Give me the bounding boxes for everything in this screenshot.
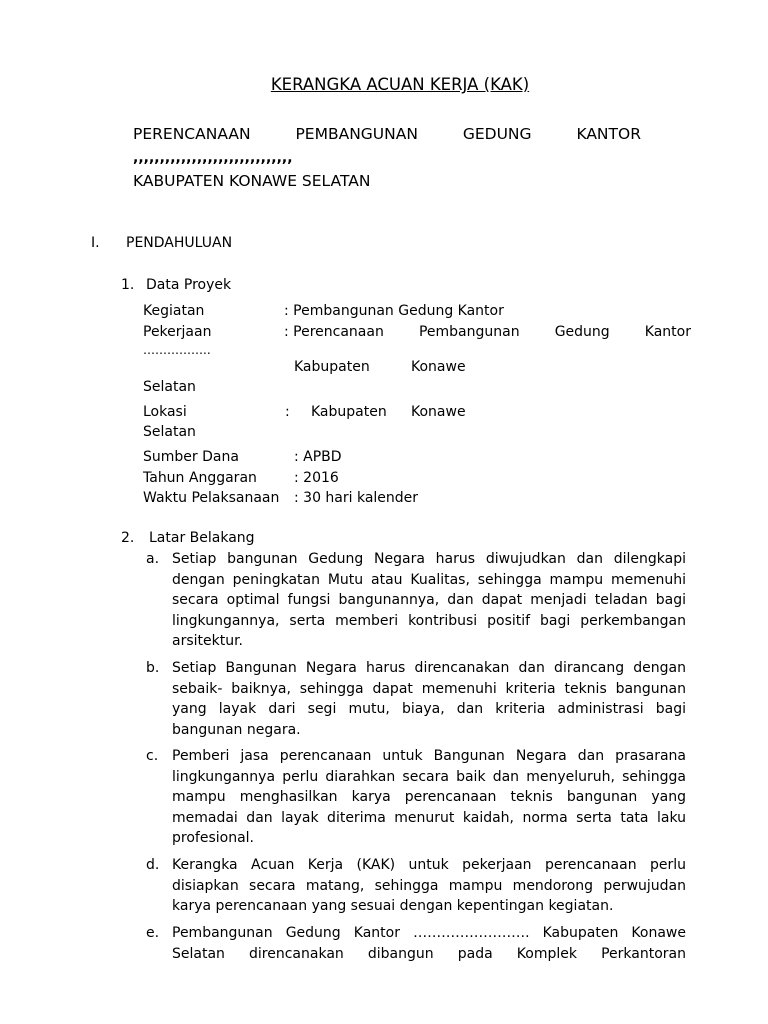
item-heading: Data Proyek bbox=[146, 277, 232, 293]
waktu-pelaksanaan-value: : 30 hari kalender bbox=[294, 490, 419, 506]
pekerjaan-value bbox=[284, 322, 691, 342]
point-letter: c. bbox=[146, 748, 159, 764]
point-text: Setiap bangunan Gedung Negara harus diwujudkan dan dilengkapi dengan peningkatan Mutu atau Kualitas, sehingga mampu memenuhi secara optimal fungsi bangunannya, dan dapat menjadi teladan bagi lingkungannya, serta memberi kontribusi positif bagi perkembangan arsitektur. bbox=[172, 551, 686, 650]
subtitle-word: PEMBANGUNAN bbox=[295, 125, 418, 143]
section-number: I. bbox=[91, 235, 100, 251]
point-letter: b. bbox=[146, 660, 160, 676]
pekerjaan-selatan: Selatan bbox=[143, 379, 196, 395]
item-number: 2. bbox=[121, 530, 135, 546]
subtitle-word: PERENCANAAN bbox=[133, 125, 251, 143]
subtitle-dots: ,,,,,,,,,,,,,,,,,,,,,,,,,,,,,, bbox=[133, 150, 293, 166]
lokasi-label: Lokasi bbox=[143, 404, 187, 420]
point-text-line: Pembangunan Gedung Kantor ……………………. Kabupaten Konawe bbox=[172, 925, 686, 941]
subtitle-line-2: KABUPATEN KONAWE SELATAN bbox=[133, 172, 371, 190]
pekerjaan-kabupaten: Kabupaten bbox=[294, 359, 370, 375]
subtitle-word: KANTOR bbox=[576, 125, 641, 143]
waktu-pelaksanaan-label: Waktu Pelaksanaan bbox=[143, 490, 280, 506]
subtitle-line-1 bbox=[133, 124, 641, 144]
document-title: KERANGKA ACUAN KERJA (KAK) bbox=[270, 75, 530, 94]
subtitle-word: GEDUNG bbox=[462, 125, 532, 143]
point-text: Kerangka Acuan Kerja (KAK) untuk pekerjaan perencanaan perlu disiapkan secara matang, sehingga mampu mendorong perwujudan karya perencanaan yang sesuai dengan kepentingan kegiatan. bbox=[172, 857, 686, 915]
point-text: Setiap Bangunan Negara harus direncanakan dan dirancang dengan sebaik- baiknya, sehingga dapat memenuhi kriteria teknis bangunan yang layak dari segi mutu, biaya, dan kriteria administrasi bagi bangunan negara. bbox=[172, 660, 686, 738]
pekerjaan-label: Pekerjaan bbox=[143, 324, 212, 340]
lokasi-kabupaten: Kabupaten bbox=[311, 404, 387, 420]
kegiatan-value: : Pembangunan Gedung Kantor bbox=[284, 303, 504, 319]
point-letter: e. bbox=[146, 925, 160, 941]
point-text bbox=[172, 923, 686, 964]
lokasi-colon: : bbox=[285, 404, 290, 420]
tahun-anggaran-label: Tahun Anggaran bbox=[143, 470, 257, 486]
point-letter: a. bbox=[146, 551, 160, 567]
lokasi-selatan: Selatan bbox=[143, 424, 196, 440]
tahun-anggaran-value: : 2016 bbox=[294, 470, 339, 486]
sumber-dana-label: Sumber Dana bbox=[143, 449, 239, 465]
pekerjaan-word: Pembangunan bbox=[418, 324, 520, 340]
pekerjaan-konawe: Konawe bbox=[411, 359, 466, 375]
kegiatan-label: Kegiatan bbox=[143, 303, 205, 319]
item-heading: Latar Belakang bbox=[149, 530, 255, 546]
item-number: 1. bbox=[121, 277, 135, 293]
point-text: Pemberi jasa perencanaan untuk Bangunan Negara dan prasarana lingkungannya perlu diarahkan secara baik dan menyeluruh, sehingga mampu menghasilkan karya perencanaan teknis bangunan yang memadai dan layak diterima menurut kaidah, norma serta tata laku profesional. bbox=[172, 748, 686, 847]
point-letter: d. bbox=[146, 857, 160, 873]
sumber-dana-value: : APBD bbox=[294, 449, 342, 465]
pekerjaan-word: : Perencanaan bbox=[284, 324, 384, 340]
pekerjaan-word: Gedung bbox=[554, 324, 610, 340]
section-heading: PENDAHULUAN bbox=[126, 235, 233, 251]
point-text-line: Selatan direncanakan dibangun pada Komplek Perkantoran bbox=[172, 945, 686, 962]
pekerjaan-word: Kantor bbox=[644, 324, 691, 340]
pekerjaan-dots: …………….. bbox=[143, 343, 211, 357]
lokasi-konawe: Konawe bbox=[411, 404, 466, 420]
